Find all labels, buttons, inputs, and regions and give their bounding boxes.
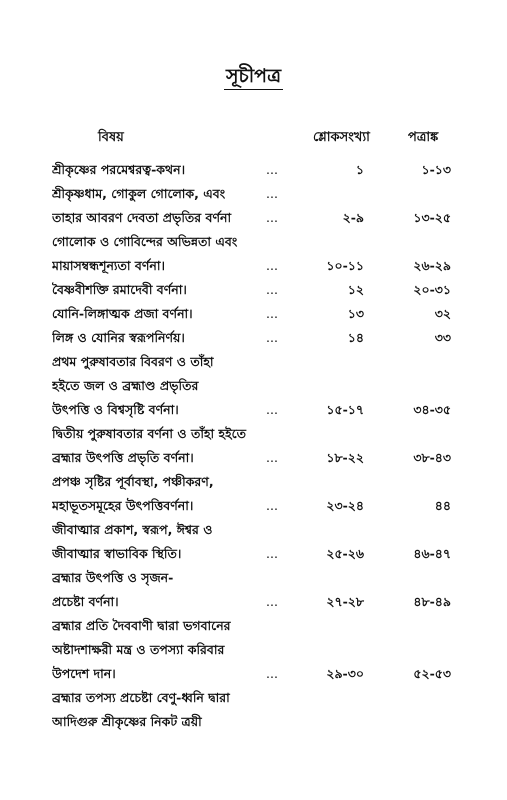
entry-text: অষ্টাদশাক্ষরী মন্ত্র ও তপস্যা করিবার — [52, 642, 225, 657]
leader-dots: ... — [266, 498, 278, 513]
entry-text: প্রচেষ্টা বর্ণনা। — [52, 594, 119, 609]
shloka-number: ১২ — [347, 282, 364, 297]
entry-text: যোনি-লিঙ্গাত্মক প্রজা বর্ণনা। — [52, 306, 193, 321]
shloka-number: ২৫-২৬ — [326, 546, 364, 561]
page-number: ১-১৩ — [421, 162, 451, 177]
column-header-subject: বিষয় — [98, 130, 124, 145]
entry-text: জীবাত্মার প্রকাশ, স্বরূপ, ঈশ্বর ও — [52, 522, 213, 537]
leader-dots: ... — [266, 282, 278, 297]
entry-text: ব্রহ্মার উৎপত্তি ও সৃজন- — [52, 570, 174, 585]
page-number: ২৬-২৯ — [413, 258, 451, 273]
entry-text: উৎপত্তি ও বিশ্বসৃষ্টি বর্ণনা। — [52, 402, 179, 417]
column-header-shloka-count: শ্লোকসংখ্যা — [313, 130, 370, 145]
entry-text: প্রথম পুরুষাবতার বিবরণ ও তাঁহা — [52, 354, 214, 369]
page-number: ৪৬-৪৭ — [413, 546, 451, 561]
entry-text: মহাভূতসমূহের উৎপত্তিবর্ণনা। — [52, 498, 194, 513]
page-number: ৩৮-৪৩ — [413, 450, 451, 465]
entry-text: শ্রীকৃষ্ণধাম, গোকুল গোলোক, এবং — [52, 186, 226, 201]
page-number: ৪৪ — [434, 498, 451, 513]
shloka-number: ১৮-২২ — [326, 450, 364, 465]
leader-dots: ... — [266, 186, 278, 201]
contents-row — [0, 708, 507, 736]
entry-text: তাহার আবরণ দেবতা প্রভৃতির বর্ণনা — [52, 210, 232, 225]
shloka-number: ২৯-৩০ — [326, 666, 364, 681]
shloka-number: ২-৯ — [342, 210, 364, 225]
page-number: ১৩-২৫ — [413, 210, 451, 225]
leader-dots: ... — [266, 402, 278, 417]
entry-text: লিঙ্গ ও যোনির স্বরূপনির্ণয়। — [52, 330, 185, 345]
page-number: ৪৮-৪৯ — [413, 594, 451, 609]
entry-text: জীবাত্মার স্বাভাবিক স্থিতি। — [52, 546, 182, 561]
leader-dots: ... — [266, 162, 278, 177]
page-title — [0, 62, 507, 94]
leader-dots: ... — [266, 258, 278, 273]
entry-text: বৈষ্ণবীশক্তি রমাদেবী বর্ণনা। — [52, 282, 187, 297]
leader-dots: ... — [266, 330, 278, 345]
entry-text: প্রপঞ্চ সৃষ্টির পূর্বাবস্থা, পঞ্চীকরণ, — [52, 474, 214, 489]
leader-dots: ... — [266, 666, 278, 681]
shloka-number: ১৩ — [347, 306, 364, 321]
entry-text: ব্রহ্মার উৎপত্তি প্রভৃতি বর্ণনা। — [52, 450, 194, 465]
leader-dots: ... — [266, 306, 278, 321]
entry-text: ব্রহ্মার তপস্য প্রচেষ্টা বেণু-ধ্বনি দ্বারা — [52, 690, 230, 705]
shloka-number: ২৩-২৪ — [326, 498, 364, 513]
entry-text: আদিগুরু শ্রীকৃষ্ণের নিকট ত্রয়ী — [52, 714, 202, 729]
page-number: ২০-৩১ — [413, 282, 451, 297]
page-number: ৩২ — [434, 306, 451, 321]
shloka-number: ১ — [355, 162, 364, 177]
entry-text: গোলোক ও গোবিন্দের অভিন্নতা এবং — [52, 234, 238, 249]
leader-dots: ... — [266, 546, 278, 561]
entry-text: দ্বিতীয় পুরুষাবতার বর্ণনা ও তাঁহা হইতে — [52, 426, 246, 441]
shloka-number: ১০-১১ — [326, 258, 364, 273]
shloka-number: ১৪ — [347, 330, 364, 345]
entry-text: হইতে জল ও ব্রহ্মাণ্ড প্রভৃতির — [52, 378, 199, 393]
entry-text: মায়াসম্বন্ধশূন্যতা বর্ণনা। — [52, 258, 165, 273]
entry-text: উপদেশ দান। — [52, 666, 116, 681]
page-number: ৫২-৫৩ — [413, 666, 451, 681]
column-header-page-number: পত্রাঙ্ক — [408, 130, 439, 145]
entry-text: ব্রহ্মার প্রতি দৈববাণী দ্বারা ভগবানের — [52, 618, 231, 633]
leader-dots: ... — [266, 450, 278, 465]
shloka-number: ১৫-১৭ — [326, 402, 364, 417]
page-number: ৩৪-৩৫ — [413, 402, 451, 417]
leader-dots: ... — [266, 594, 278, 609]
page-title-text: সূচীপত্র — [224, 65, 283, 90]
shloka-number: ২৭-২৮ — [326, 594, 364, 609]
entry-text: শ্রীকৃষ্ণের পরমেশ্বরত্ব-কথন। — [52, 162, 186, 177]
leader-dots: ... — [266, 210, 278, 225]
page-number: ৩৩ — [434, 330, 451, 345]
